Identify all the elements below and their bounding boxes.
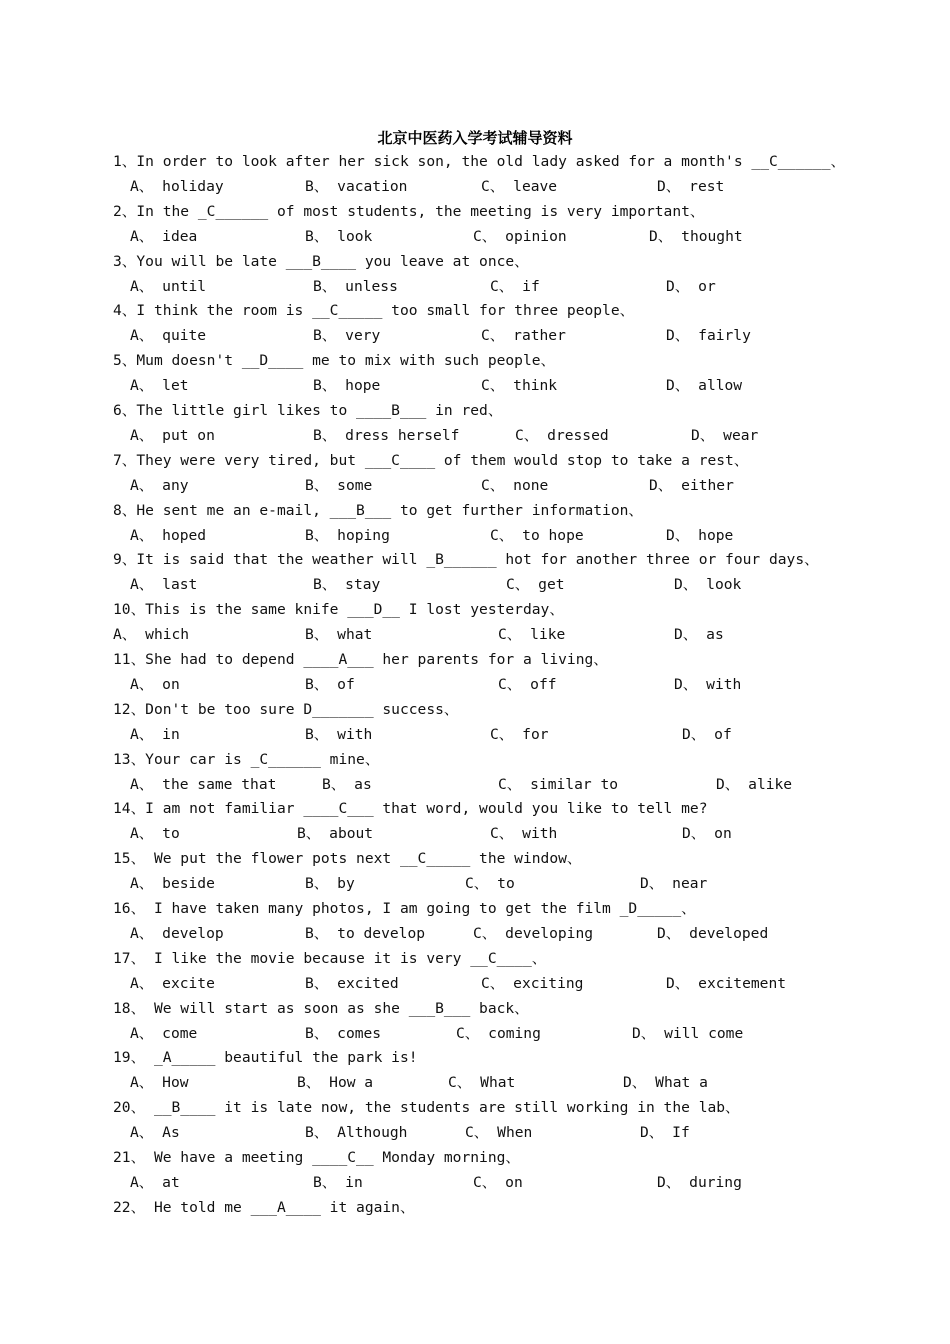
question-7: 7、They were very tired, but ___C____ of them would stop to take a rest、 [113,451,749,469]
question-21-option-b: B、 in [313,1173,363,1191]
question-14-option-d: D、 on [682,825,732,843]
question-21-option-a: A、 at [130,1173,180,1191]
question-2-option-b: B、 look [305,227,373,245]
question-20-option-d: D、 If [640,1124,690,1142]
question-11-option-d: D、 with [674,675,742,693]
question-3-option-d: D、 or [666,277,716,295]
question-5-option-b: B、 hope [313,377,381,395]
question-16-option-b: B、 to develop [305,924,426,942]
question-7-option-d: D、 either [649,476,734,494]
question-18-option-c: C、 coming [456,1024,541,1042]
question-6: 6、The little girl likes to ____B___ in red、 [113,402,503,419]
question-10-option-a: A、 which [113,626,190,644]
question-11: 11、She had to depend ____A___ her parents for a living、 [113,651,608,668]
question-4-option-d: D、 fairly [666,327,751,345]
question-13-option-c: C、 similar to [498,775,619,793]
question-10-option-c: C、 like [498,626,566,644]
question-3-option-a: A、 until [130,277,207,295]
question-19-option-b: B、 How a [297,1074,374,1092]
question-15-option-c: C、 to [465,875,515,893]
question-9-option-a: A、 last [130,576,198,594]
question-9: 9、It is said that the weather will _B______ hot for another three or four days、 [113,551,819,569]
question-8-option-d: D、 hope [666,526,734,544]
question-21-option-c: C、 on [473,1173,523,1191]
question-19-option-d: D、 What a [623,1074,708,1092]
question-16-option-c: C、 developing [473,924,594,942]
question-7-option-b: B、 some [305,476,373,494]
question-4: 4、I think the room is __C_____ too small for three people、 [113,302,635,320]
question-4-option-c: C、 rather [481,327,566,345]
question-17-option-c: C、 exciting [481,974,584,992]
question-5: 5、Mum doesn't __D____ me to mix with such people、 [113,352,556,370]
question-22: 22、 He told me ___A____ it again、 [113,1198,415,1216]
question-17-option-d: D、 excitement [666,974,787,992]
question-7-option-c: C、 none [481,476,549,494]
question-8-option-b: B、 hoping [305,526,390,544]
question-12-option-b: B、 with [305,725,373,743]
question-5-option-d: D、 allow [666,377,743,395]
question-18: 18、 We will start as soon as she ___B___ back、 [113,999,529,1017]
question-16-option-d: D、 developed [657,924,769,942]
question-15-option-b: B、 by [305,875,355,893]
question-14-option-b: B、 about [297,825,374,843]
question-8: 8、He sent me an e-mail, ___B___ to get further information、 [113,501,643,519]
question-12-option-d: D、 of [682,725,732,743]
question-15-option-d: D、 near [640,875,708,893]
question-11-option-a: A、 on [130,675,180,693]
question-2-option-c: C、 opinion [473,227,567,245]
question-3: 3、You will be late ___B____ you leave at once、 [113,252,529,270]
question-20: 20、 __B____ it is late now, the students are still working in the lab、 [113,1099,740,1117]
question-2-option-a: A、 idea [130,227,198,245]
question-6-option-d: D、 wear [691,426,759,444]
question-3-option-c: C、 if [490,277,540,295]
question-13-option-d: D、 alike [716,775,793,793]
question-1-option-d: D、 rest [657,177,725,195]
question-21-option-d: D、 during [657,1173,742,1191]
question-6-option-c: C、 dressed [515,426,609,444]
question-18-option-a: A、 come [130,1024,198,1042]
question-15-option-a: A、 beside [130,875,215,893]
question-1-option-b: B、 vacation [305,177,408,195]
question-4-option-a: A、 quite [130,327,207,345]
question-1-option-a: A、 holiday [130,177,224,195]
question-12-option-a: A、 in [130,725,180,743]
question-9-option-b: B、 stay [313,576,381,594]
question-20-option-a: A、 As [130,1124,180,1142]
question-11-option-c: C、 off [498,675,557,693]
question-15: 15、 We put the flower pots next __C_____ the window、 [113,850,582,868]
question-12: 12、Don't be too sure D_______ success、 [113,700,459,718]
question-17-option-b: B、 excited [305,974,399,992]
question-2: 2、In the _C______ of most students, the meeting is very important、 [113,202,705,220]
question-12-option-c: C、 for [490,725,549,743]
question-18-option-d: D、 will come [632,1024,744,1042]
question-16: 16、 I have taken many photos, I am going to get the film _D_____、 [113,900,696,917]
question-19: 19、 _A_____ beautiful the park is! [113,1049,418,1067]
question-21: 21、 We have a meeting ____C__ Monday morning、 [113,1149,520,1166]
question-1-option-c: C、 leave [481,177,558,195]
question-14: 14、I am not familiar ____C___ that word, would you like to tell me? [113,800,708,818]
question-8-option-a: A、 hoped [130,526,207,544]
question-17-option-a: A、 excite [130,974,215,992]
question-1: 1、In order to look after her sick son, the old lady asked for a month's __C______、 [113,153,846,170]
question-14-option-c: C、 with [490,825,558,843]
question-10-option-d: D、 as [674,626,724,644]
question-4-option-b: B、 very [313,327,381,345]
question-6-option-b: B、 dress herself [313,426,460,444]
question-11-option-b: B、 of [305,675,355,693]
question-19-option-a: A、 How [130,1074,189,1092]
question-2-option-d: D、 thought [649,227,743,245]
question-20-option-c: C、 When [465,1124,533,1142]
question-10: 10、This is the same knife ___D__ I lost yesterday、 [113,601,564,619]
question-10-option-b: B、 what [305,626,373,644]
question-13-option-a: A、 the same that [130,775,277,793]
question-18-option-b: B、 comes [305,1024,382,1042]
question-19-option-c: C、 What [448,1074,516,1092]
question-14-option-a: A、 to [130,825,180,843]
question-9-option-c: C、 get [506,576,565,594]
question-3-option-b: B、 unless [313,277,398,295]
question-20-option-b: B、 Although [305,1124,408,1142]
question-5-option-c: C、 think [481,377,558,395]
question-8-option-c: C、 to hope [490,526,584,544]
question-7-option-a: A、 any [130,476,189,494]
question-6-option-a: A、 put on [130,426,215,444]
question-16-option-a: A、 develop [130,924,224,942]
question-13: 13、Your car is _C______ mine、 [113,750,380,768]
question-9-option-d: D、 look [674,576,742,594]
question-13-option-b: B、 as [322,775,372,793]
question-5-option-a: A、 let [130,377,189,395]
question-17: 17、 I like the movie because it is very __C____、 [113,949,547,967]
page-title: 北京中医药入学考试辅导资料 [377,129,573,147]
